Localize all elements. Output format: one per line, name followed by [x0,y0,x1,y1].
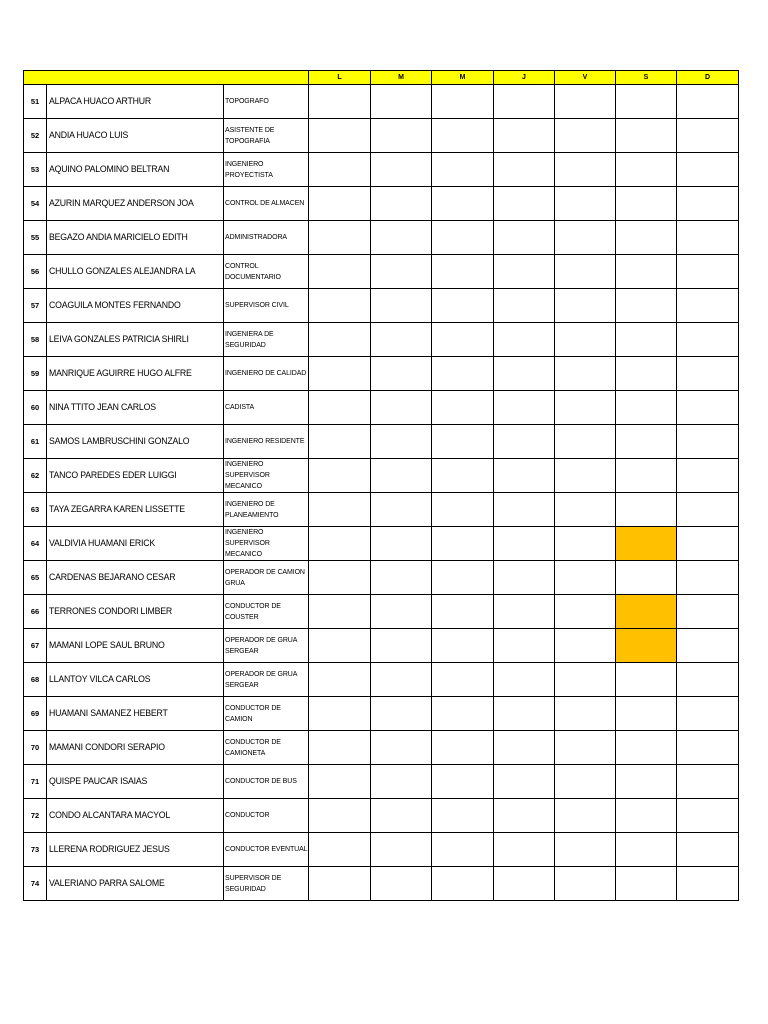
day-cell[interactable] [616,731,677,765]
row-number: 68 [24,663,47,697]
employee-name-cell[interactable] [47,357,224,391]
day-cell[interactable] [494,527,555,561]
day-cell[interactable] [677,221,739,255]
employee-role[interactable]: TOPOGRAFO [224,85,309,119]
employee-name: AZURIN MARQUEZ ANDERSON JOA [49,198,194,209]
day-cell[interactable] [494,833,555,867]
day-cell[interactable] [616,391,677,425]
day-cell[interactable] [432,867,494,901]
day-cell[interactable] [494,867,555,901]
day-cell[interactable] [309,833,371,867]
day-cell[interactable] [494,697,555,731]
day-cell[interactable] [309,187,371,221]
day-cell[interactable] [677,663,739,697]
day-cell[interactable] [432,153,494,187]
attendance-table [23,70,739,901]
employee-name-cell[interactable] [47,187,224,221]
day-cell[interactable] [494,153,555,187]
day-cell[interactable] [371,765,432,799]
employee-role[interactable]: ADMINISTRADORA [224,221,309,255]
employee-name: LLERENA RODRIGUEZ JESUS [49,844,170,855]
day-cell[interactable] [432,221,494,255]
day-cell[interactable] [677,833,739,867]
row-number: 62 [24,459,47,493]
day-cell[interactable] [432,187,494,221]
day-cell[interactable] [494,493,555,527]
day-cell[interactable] [616,561,677,595]
employee-name-cell[interactable] [47,867,224,901]
day-header: L [309,71,371,85]
row-number: 65 [24,561,47,595]
employee-role[interactable]: INGENIERO DE PLANEAMIENTO [224,493,309,527]
table-row [24,459,739,493]
day-cell[interactable] [371,119,432,153]
day-cell[interactable] [432,697,494,731]
day-cell[interactable] [555,765,616,799]
day-cell[interactable] [309,85,371,119]
employee-role[interactable]: INGENIERO RESIDENTE [224,425,309,459]
day-header: M [371,71,432,85]
day-cell[interactable] [494,255,555,289]
day-cell[interactable] [309,629,371,663]
employee-role[interactable]: CONDUCTOR DE CAMION [224,697,309,731]
day-header: J [494,71,555,85]
day-cell[interactable] [432,119,494,153]
employee-name: AQUINO PALOMINO BELTRAN [49,164,170,175]
employee-name-cell[interactable] [47,289,224,323]
employee-role[interactable]: CONTROL DOCUMENTARIO [224,255,309,289]
day-cell[interactable] [371,459,432,493]
day-cell[interactable] [432,629,494,663]
day-cell[interactable] [555,255,616,289]
table-row [24,561,739,595]
day-cell[interactable] [555,153,616,187]
day-cell[interactable] [432,595,494,629]
table-row [24,425,739,459]
day-cell[interactable] [371,731,432,765]
employee-role[interactable]: OPERADOR DE GRUA SERGEAR [224,629,309,663]
day-cell[interactable] [494,663,555,697]
day-cell[interactable] [677,697,739,731]
employee-name-cell[interactable] [47,595,224,629]
day-cell[interactable] [371,493,432,527]
day-cell[interactable] [371,595,432,629]
day-cell[interactable] [616,833,677,867]
header-blank-cell [24,71,309,85]
table-row [24,663,739,697]
day-cell[interactable] [677,425,739,459]
day-cell[interactable] [677,187,739,221]
day-cell[interactable] [432,85,494,119]
day-cell[interactable] [432,357,494,391]
day-cell[interactable] [555,187,616,221]
day-cell[interactable] [677,595,739,629]
day-cell[interactable] [309,527,371,561]
employee-name: HUAMANI SAMANEZ HEBERT [49,708,168,719]
table-row [24,697,739,731]
day-cell[interactable] [677,85,739,119]
day-cell[interactable] [309,561,371,595]
employee-role[interactable]: OPERADOR DE GRUA SERGEAR [224,663,309,697]
row-number: 60 [24,391,47,425]
row-number: 52 [24,119,47,153]
employee-name: COAGUILA MONTES FERNANDO [49,300,181,311]
day-cell[interactable] [432,731,494,765]
day-cell[interactable] [677,255,739,289]
employee-name: CONDO ALCANTARA MACYOL [49,810,171,821]
employee-name: VALDIVIA HUAMANI ERICK [49,538,156,549]
day-cell[interactable] [494,425,555,459]
employee-name: LLANTOY VILCA CARLOS [49,674,151,685]
day-cell[interactable] [432,425,494,459]
table-row [24,493,739,527]
day-cell-highlighted[interactable] [616,629,677,663]
table-row [24,595,739,629]
day-cell[interactable] [309,595,371,629]
day-cell[interactable] [677,629,739,663]
employee-name: TERRONES CONDORI LIMBER [49,606,173,617]
day-cell[interactable] [616,255,677,289]
day-cell[interactable] [555,425,616,459]
employee-role[interactable]: CONDUCTOR EVENTUAL [224,833,309,867]
row-number: 56 [24,255,47,289]
day-cell[interactable] [677,799,739,833]
day-cell[interactable] [371,289,432,323]
day-cell[interactable] [309,323,371,357]
employee-name-cell[interactable] [47,119,224,153]
table-row [24,765,739,799]
day-cell[interactable] [494,731,555,765]
day-cell[interactable] [616,119,677,153]
day-cell[interactable] [616,357,677,391]
row-number: 53 [24,153,47,187]
employee-name-cell[interactable] [47,663,224,697]
day-cell[interactable] [309,867,371,901]
row-number: 55 [24,221,47,255]
day-cell[interactable] [432,561,494,595]
day-header: S [616,71,677,85]
employee-role[interactable]: INGENIERO SUPERVISOR MECANICO [224,527,309,561]
header-row [24,71,739,85]
day-cell[interactable] [616,765,677,799]
day-cell[interactable] [616,697,677,731]
day-cell[interactable] [616,289,677,323]
employee-role[interactable]: CONTROL DE ALMACEN [224,187,309,221]
employee-name: MAMANI LOPE SAUL BRUNO [49,640,165,651]
employee-name-cell[interactable] [47,731,224,765]
day-cell[interactable] [616,221,677,255]
employee-role[interactable]: INGENIERO PROYECTISTA [224,153,309,187]
day-cell[interactable] [494,187,555,221]
day-cell[interactable] [616,425,677,459]
row-number: 54 [24,187,47,221]
table-row [24,221,739,255]
employee-name: SAMOS LAMBRUSCHINI GONZALO [49,436,190,447]
day-cell[interactable] [371,867,432,901]
day-cell[interactable] [555,799,616,833]
day-cell[interactable] [309,731,371,765]
employee-role[interactable]: CADISTA [224,391,309,425]
day-cell[interactable] [494,221,555,255]
day-cell[interactable] [371,323,432,357]
day-cell[interactable] [371,697,432,731]
day-cell[interactable] [616,323,677,357]
employee-role[interactable]: CONDUCTOR [224,799,309,833]
day-cell[interactable] [677,527,739,561]
employee-role[interactable]: INGENIERA DE SEGURIDAD [224,323,309,357]
day-cell[interactable] [309,425,371,459]
day-cell[interactable] [555,391,616,425]
employee-name: VALERIANO PARRA SALOME [49,878,165,889]
employee-role[interactable]: SUPERVISOR CIVIL [224,289,309,323]
table-row [24,153,739,187]
employee-name-cell[interactable] [47,799,224,833]
row-number: 61 [24,425,47,459]
day-cell[interactable] [432,527,494,561]
day-cell[interactable] [555,527,616,561]
employee-name-cell[interactable] [47,221,224,255]
day-cell[interactable] [494,85,555,119]
day-cell[interactable] [555,493,616,527]
table-row [24,799,739,833]
day-cell[interactable] [616,867,677,901]
row-number: 64 [24,527,47,561]
row-number: 74 [24,867,47,901]
row-number: 57 [24,289,47,323]
day-cell[interactable] [371,799,432,833]
day-cell[interactable] [555,595,616,629]
day-cell[interactable] [494,561,555,595]
day-cell[interactable] [677,119,739,153]
employee-role[interactable]: CONDUCTOR DE BUS [224,765,309,799]
day-cell-highlighted[interactable] [616,527,677,561]
day-cell[interactable] [432,663,494,697]
row-number: 63 [24,493,47,527]
table-row [24,867,739,901]
row-number: 73 [24,833,47,867]
employee-name: TANCO PAREDES EDER LUIGGI [49,470,177,481]
employee-name-cell[interactable] [47,561,224,595]
day-cell[interactable] [677,867,739,901]
day-cell[interactable] [494,629,555,663]
row-number: 58 [24,323,47,357]
day-cell[interactable] [494,289,555,323]
day-cell[interactable] [371,561,432,595]
day-cell[interactable] [677,765,739,799]
employee-role[interactable]: SUPERVISOR DE SEGURIDAD [224,867,309,901]
row-number: 71 [24,765,47,799]
day-cell[interactable] [555,85,616,119]
day-cell[interactable] [677,323,739,357]
day-cell[interactable] [432,255,494,289]
day-cell[interactable] [555,629,616,663]
day-cell[interactable] [309,459,371,493]
employee-name-cell[interactable] [47,459,224,493]
day-cell[interactable] [555,561,616,595]
table-row [24,255,739,289]
day-cell[interactable] [616,493,677,527]
day-cell[interactable] [309,765,371,799]
employee-role[interactable]: CONDUCTOR DE COUSTER [224,595,309,629]
employee-name-cell[interactable] [47,85,224,119]
row-number: 72 [24,799,47,833]
day-cell[interactable] [309,289,371,323]
day-cell[interactable] [371,85,432,119]
day-header: M [432,71,494,85]
day-cell[interactable] [677,391,739,425]
table-row [24,629,739,663]
day-cell[interactable] [555,833,616,867]
employee-name: BEGAZO ANDIA MARICIELO EDITH [49,232,188,243]
day-cell[interactable] [309,255,371,289]
employee-name-cell[interactable] [47,323,224,357]
day-cell[interactable] [371,425,432,459]
table-row [24,323,739,357]
employee-name: QUISPE PAUCAR ISAIAS [49,776,148,787]
day-cell[interactable] [494,765,555,799]
day-cell[interactable] [432,459,494,493]
employee-name-cell[interactable] [47,493,224,527]
employee-name-cell[interactable] [47,765,224,799]
employee-role[interactable]: ASISTENTE DE TOPOGRAFIA [224,119,309,153]
row-number: 67 [24,629,47,663]
day-cell[interactable] [432,323,494,357]
day-cell[interactable] [555,663,616,697]
day-cell[interactable] [555,323,616,357]
day-cell[interactable] [432,765,494,799]
day-cell[interactable] [555,357,616,391]
employee-name: MANRIQUE AGUIRRE HUGO ALFRE [49,368,192,379]
day-cell[interactable] [494,595,555,629]
employee-name: ALPACA HUACO ARTHUR [49,96,152,107]
day-cell[interactable] [677,561,739,595]
day-cell[interactable] [677,357,739,391]
day-cell[interactable] [555,867,616,901]
employee-name-cell[interactable] [47,697,224,731]
employee-name: TAYA ZEGARRA KAREN LISSETTE [49,504,185,515]
employee-name-cell[interactable] [47,153,224,187]
day-cell[interactable] [432,799,494,833]
day-cell[interactable] [309,799,371,833]
day-cell[interactable] [371,187,432,221]
day-cell[interactable] [555,459,616,493]
day-cell[interactable] [371,153,432,187]
day-cell[interactable] [555,731,616,765]
employee-name: NINA TTITO JEAN CARLOS [49,402,156,413]
table-row [24,731,739,765]
employee-name: ANDIA HUACO LUIS [49,130,129,141]
employee-name-cell[interactable] [47,255,224,289]
day-cell[interactable] [432,289,494,323]
row-number: 70 [24,731,47,765]
employee-name: MAMANI CONDORI SERAPIO [49,742,165,753]
day-cell-highlighted[interactable] [616,595,677,629]
day-cell[interactable] [371,833,432,867]
day-cell[interactable] [371,527,432,561]
day-cell[interactable] [309,663,371,697]
day-cell[interactable] [432,391,494,425]
day-cell[interactable] [616,187,677,221]
day-cell[interactable] [371,221,432,255]
day-cell[interactable] [371,357,432,391]
employee-role[interactable]: CONDUCTOR DE CAMIONETA [224,731,309,765]
employee-role[interactable]: INGENIERO SUPERVISOR MECANICO [224,459,309,493]
employee-role[interactable]: INGENIERO DE CALIDAD [224,357,309,391]
day-header: D [677,71,739,85]
employee-role[interactable]: OPERADOR DE CAMION GRUA [224,561,309,595]
day-cell[interactable] [494,459,555,493]
day-cell[interactable] [677,459,739,493]
table-row [24,833,739,867]
day-cell[interactable] [494,391,555,425]
table-row [24,527,739,561]
day-cell[interactable] [371,391,432,425]
row-number: 59 [24,357,47,391]
day-cell[interactable] [616,85,677,119]
day-cell[interactable] [309,357,371,391]
day-cell[interactable] [616,799,677,833]
day-cell[interactable] [309,119,371,153]
day-cell[interactable] [616,459,677,493]
day-cell[interactable] [555,289,616,323]
day-cell[interactable] [309,391,371,425]
day-cell[interactable] [677,731,739,765]
day-cell[interactable] [371,663,432,697]
row-number: 51 [24,85,47,119]
day-cell[interactable] [309,697,371,731]
day-cell[interactable] [432,833,494,867]
table-row [24,187,739,221]
table-row [24,357,739,391]
employee-name-cell[interactable] [47,629,224,663]
row-number: 66 [24,595,47,629]
day-cell[interactable] [494,357,555,391]
employee-name: CHULLO GONZALES ALEJANDRA LA [49,266,196,277]
table-row [24,391,739,425]
employee-name: LEIVA GONZALES PATRICIA SHIRLI [49,334,189,345]
day-cell[interactable] [555,697,616,731]
employee-name-cell[interactable] [47,527,224,561]
day-cell[interactable] [677,289,739,323]
day-cell[interactable] [677,153,739,187]
day-cell[interactable] [494,323,555,357]
day-cell[interactable] [371,629,432,663]
day-cell[interactable] [494,799,555,833]
day-cell[interactable] [309,221,371,255]
day-cell[interactable] [432,493,494,527]
employee-name-cell[interactable] [47,833,224,867]
employee-name-cell[interactable] [47,425,224,459]
day-cell[interactable] [494,119,555,153]
day-cell[interactable] [555,119,616,153]
employee-name-cell[interactable] [47,391,224,425]
day-header: V [555,71,616,85]
employee-name: CARDENAS BEJARANO CESAR [49,572,176,583]
day-cell[interactable] [555,221,616,255]
table-row [24,119,739,153]
day-cell[interactable] [371,255,432,289]
table-row [24,85,739,119]
day-cell[interactable] [616,663,677,697]
row-number: 69 [24,697,47,731]
day-cell[interactable] [309,153,371,187]
table-row [24,289,739,323]
day-cell[interactable] [616,153,677,187]
day-cell[interactable] [677,493,739,527]
day-cell[interactable] [309,493,371,527]
